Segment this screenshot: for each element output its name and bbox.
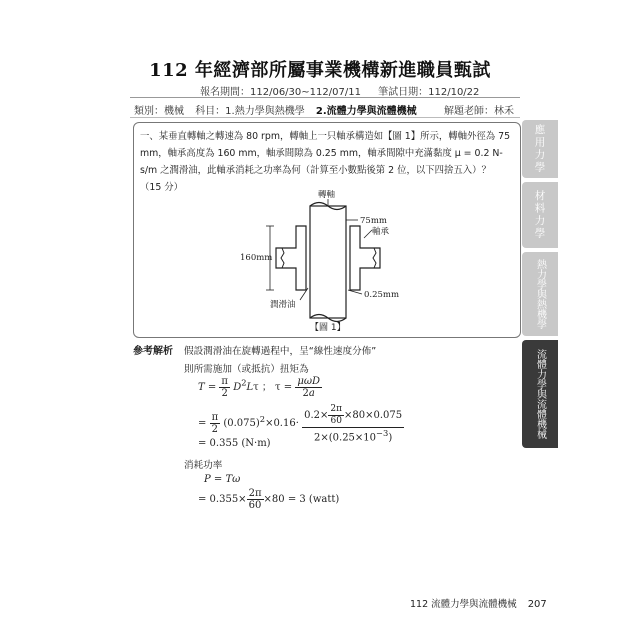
footer-text: 112 流體力學與流體機械	[410, 599, 517, 610]
torque-formula: T = $\frac{\pi}{2}$ $D^2L\tau$ ； τ = $\frac{\text{μωD}}{2a}$	[198, 376, 321, 399]
height-label: 160mm	[240, 253, 273, 263]
side-tab-label: 熱力學與熱機學	[534, 259, 546, 329]
page-number: 207	[527, 599, 547, 610]
answer-label: 參考解析	[133, 346, 173, 357]
registration-period: 報名期間：112/06/30~112/07/11	[200, 87, 361, 98]
power-substitution: = 0.355× $\frac{2\pi}{60}$ ×80 = 3 (watt)	[198, 488, 340, 511]
torque-result: = 0.355 (N·m)	[198, 438, 271, 449]
subject-label: 科目：1.熱力學與熱機學	[195, 106, 305, 117]
teacher-label: 解題老師：林禾	[444, 106, 514, 117]
side-tab-label: 材料力學	[533, 190, 546, 240]
exam-dates	[200, 83, 540, 98]
power-label: 消耗功率	[184, 460, 223, 471]
side-tab-label: 應用力學	[533, 124, 546, 174]
question-text: 一、某垂直轉軸之轉速為 80 rpm，轉軸上一只軸承構造如【圖 1】所示，轉軸外徑為 75 mm，軸承高度為 160 mm，軸承間隙為 0.25 mm，軸承間隙中充滿黏度 μ = 0.2 N-s/m 之潤滑油，此軸承消耗之功率為何（計算至小數點後第 2 位，以下四捨五入）？（15 分）	[140, 131, 511, 193]
answer-torque-intro: 則所需施加（或抵抗）扭矩為	[184, 364, 309, 375]
header-divider	[130, 97, 520, 98]
answer-assumption: 假設潤滑油在旋轉過程中，呈“線性速度分佈”	[184, 346, 377, 357]
figure-caption: 【圖 1】	[310, 323, 346, 333]
gap-label: 0.25mm	[364, 290, 400, 300]
side-tab-materials[interactable]	[522, 182, 558, 248]
bearing-label: 軸承	[372, 227, 390, 237]
side-tab-thermodynamics[interactable]	[522, 252, 558, 336]
shaft-label: 轉軸	[318, 190, 336, 200]
subject2-label: 2.流體力學與流體機械	[315, 106, 417, 117]
meta-divider	[130, 117, 520, 118]
torque-substitution: = $\frac{\pi}{2}$ $(0.075)^2\times 0.16\cdot$ 0.2× $\frac{2\pi}{60}$ ×80×0.075 $2\times(0.25\times 10^{-3})$	[198, 404, 403, 444]
category-label: 類別：機械	[134, 106, 184, 117]
page-title: 112 年經濟部所屬事業機構新進職員甄試	[149, 60, 491, 81]
side-tab-label: 流體力學與流體機械	[534, 349, 546, 439]
side-tab-applied-mechanics[interactable]	[522, 120, 558, 178]
page-footer	[410, 596, 547, 610]
dia-label: 75mm	[360, 216, 387, 226]
power-result: = 3 (watt)	[287, 494, 340, 505]
side-tab-fluid-mechanics[interactable]	[522, 340, 558, 448]
power-equation: P = Tω	[204, 474, 241, 485]
shaft-shape	[310, 206, 346, 318]
exam-date: 筆試日期：112/10/22	[378, 87, 480, 98]
oil-label: 潤滑油	[270, 300, 296, 310]
bearing-figure	[240, 190, 420, 335]
